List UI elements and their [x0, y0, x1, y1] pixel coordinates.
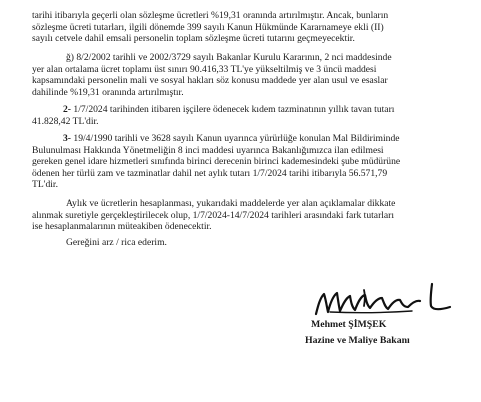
closing-line — [32, 237, 460, 249]
paragraph-average-wage-limit — [32, 52, 460, 98]
text-line: Aylık ve ücretlerin hesaplanması, yukarıdaki maddelerde yer alan açıklamalar dikkate — [66, 198, 396, 209]
text-line: TL'dir. — [32, 179, 58, 191]
text-line: kapsamındaki personelin mali ve sosyal hakları söz konusu maddede yer alan usul ve esaslar — [32, 75, 388, 87]
paragraph-contract-wages — [32, 10, 460, 45]
paragraph-severance-cap — [32, 104, 460, 127]
text-line: 2- 1/7/2024 tarihinden itibaren işçilere ödenecek kıdem tazminatının yıllık tavan tutarı — [63, 104, 395, 115]
text-line: tarihi itibarıyla geçerli olan sözleşme ücretleri %19,31 oranında artırılmıştır. Ancak, bunların — [32, 10, 389, 21]
text-line: sayılı cetvele dahil emsali personelin toplam sözleşme ücreti tutarını geçmeyecektir. — [32, 33, 355, 45]
text-line: alınmak suretiyle gerçekleştirilecek olup, 1/7/2024-14/7/2024 tarihleri arasındaki fark tutarları — [32, 209, 395, 221]
signatory-name: Mehmet ŞİMŞEK — [311, 319, 387, 330]
text-line: Gereğini arz / rica ederim. — [66, 237, 167, 248]
paragraph-calculation-note — [32, 198, 460, 233]
text-line: 3- 19/4/1990 tarihli ve 3628 sayılı Kanun uyarınca yürürlüğe konulan Mal Bildiriminde — [63, 133, 400, 144]
text-line: gereken genel idare hizmetleri sınıfında birinci derecenin birinci kademesindeki şube müdürüne — [32, 156, 401, 168]
text-line: ödenen her türlü zam ve tazminatlar dahil net aylık tutarı 1/7/2024 tarihi itibarıyla 56.571,79 — [32, 167, 388, 179]
paragraph-asset-declaration — [32, 133, 460, 191]
signature-icon — [312, 276, 472, 320]
text-line: ise hesaplanmalarının müteakiben ödenecektir. — [32, 221, 212, 233]
text-line: 41.828,42 TL'dir. — [32, 115, 99, 127]
signatory-title: Hazine ve Maliye Bakanı — [305, 335, 410, 346]
text-line: ğ) 8/2/2002 tarihli ve 2002/3729 sayılı Bakanlar Kurulu Kararının, 2 nci maddesinde — [66, 52, 392, 63]
text-line: dahilinde %19,31 oranında artırılmıştır. — [32, 86, 184, 98]
text-line: yer alan ortalama ücret toplamı üst sınırı 90.416,33 TL'ye yükseltilmiş ve 3 üncü maddesi — [32, 63, 377, 75]
item-number: 3- — [63, 133, 71, 144]
text-line: Bulunulması Hakkında Yönetmeliğin 8 inci maddesi uyarınca Bakanlığımızca ilan edilmesi — [32, 144, 384, 156]
item-number: 2- — [63, 104, 71, 115]
text-line: sözleşme ücreti tutarları, ilgili dönemde 399 sayılı Kanun Hükmünde Kararnameye ekli (II) — [32, 21, 384, 33]
